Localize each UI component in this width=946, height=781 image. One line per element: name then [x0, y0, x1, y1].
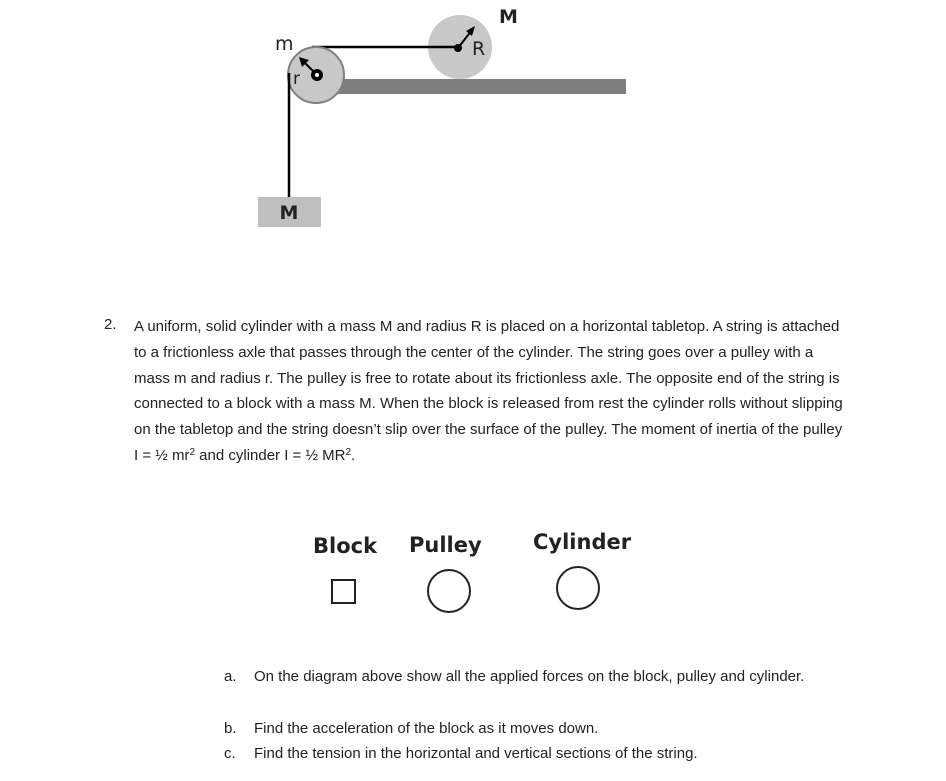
question-sup-1: 2	[189, 446, 195, 458]
part-b-text: Find the acceleration of the block as it moves down.	[254, 720, 599, 737]
part-b-letter: b.	[224, 720, 237, 737]
fbd-block-square	[331, 579, 356, 604]
fbd-cylinder-circle	[556, 566, 600, 610]
physics-diagram	[0, 0, 946, 300]
tabletop	[333, 79, 626, 94]
question-number: 2.	[104, 316, 117, 333]
question-sup-2: 2	[345, 446, 352, 458]
question-text-end: .	[351, 446, 356, 464]
pulley-radius-label: r	[293, 69, 300, 89]
fbd-block-label: Block	[313, 534, 378, 558]
question-text-mid: and cylinder I = ½ MR	[195, 446, 346, 464]
question-text-main: A uniform, solid cylinder with a mass M and radius R is placed on a horizontal tabletop. A string is attached to a frictionless axle that passes through the center of the cylinder. The string goes over a pulley with a mass m and radius r. The pulley is free to rotate about its frictionless axle. The opposite end of the string is connected to a block with a mass M. When the block is released from rest the cylinder rolls without slipping on the tabletop and the string doesn’t slip over the surface of the pulley. The moment of inertia of the pulley I = ½ mr	[134, 318, 843, 464]
part-a-text: On the diagram above show all the applied forces on the block, pulley and cylinder.	[254, 668, 805, 685]
question-text	[134, 314, 850, 469]
pulley-mass-label: m	[275, 33, 294, 55]
top-mass-label: M	[499, 6, 518, 28]
part-c-text: Find the tension in the horizontal and vertical sections of the string.	[254, 745, 698, 762]
fbd-pulley-circle	[427, 569, 471, 613]
part-c-letter: c.	[224, 745, 236, 762]
fbd-cylinder-label: Cylinder	[533, 530, 632, 554]
fbd-pulley-label: Pulley	[409, 533, 482, 557]
part-a-letter: a.	[224, 668, 237, 685]
block-label: M	[279, 202, 299, 224]
radius-label: R	[472, 38, 486, 60]
